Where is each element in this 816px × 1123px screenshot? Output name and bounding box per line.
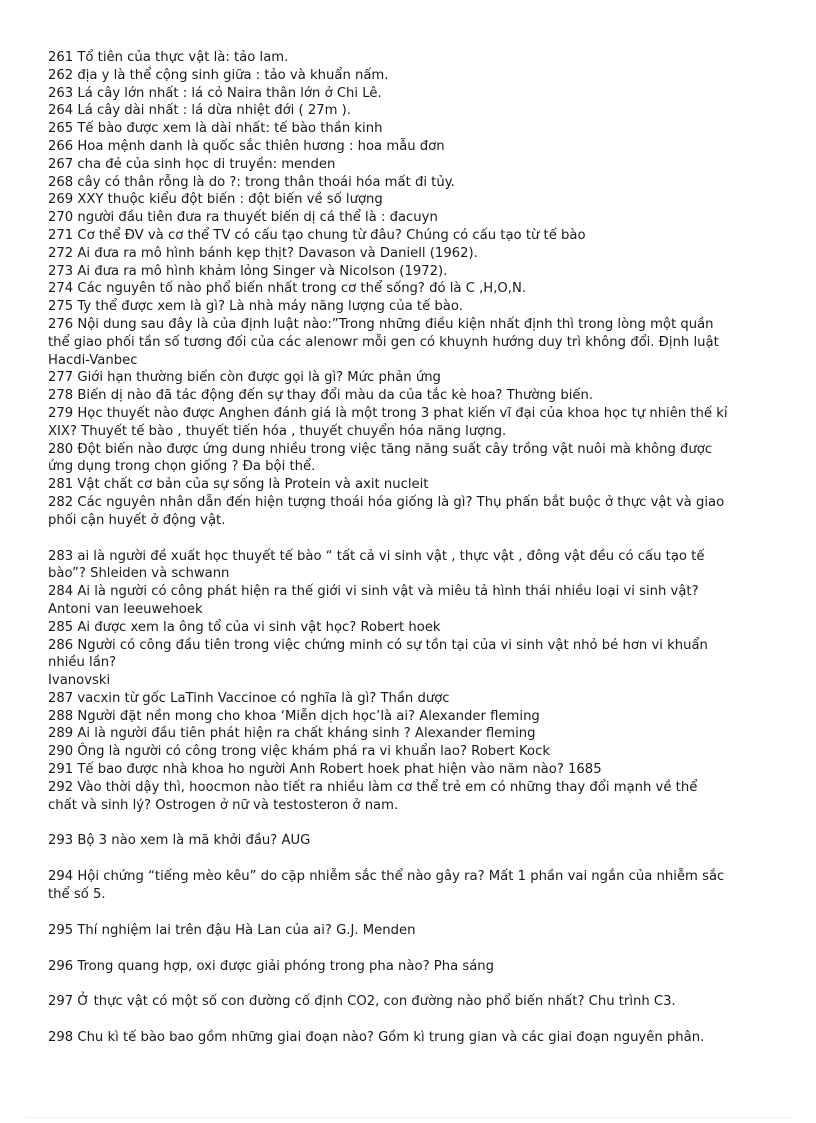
question-line: 271 Cơ thể ĐV và cơ thể TV có cấu tạo chung từ đâu? Chúng có cấu tạo từ tế bào <box>48 227 586 243</box>
question-263 <box>48 85 778 103</box>
question-line: 283 ai là người đề xuất học thuyết tế bào “ tất cả vi sinh vật , thực vật , đông vật đều có cấu tạo tế <box>48 548 705 564</box>
question-line: 295 Thí nghiệm lai trên đậu Hà Lan của ai? G.J. Menden <box>48 922 416 938</box>
question-line: 270 người đầu tiên đưa ra thuyết biến dị cá thể là : đacuyn <box>48 210 438 226</box>
question-line: 276 Nội dung sau đây là của định luật nào:”Trong những điều kiện nhất định thì trong lòng một quần <box>48 316 714 332</box>
question-line: 291 Tế bao được nhà khoa ho người Anh Robert hoek phat hiện vào năm nào? 1685 <box>48 762 602 778</box>
question-line: 289 Ai là người đầu tiên phát hiện ra chất kháng sinh ? Alexander fleming <box>48 726 536 742</box>
question-line: Ivanovski <box>48 673 111 689</box>
document-body <box>48 49 778 1047</box>
question-line: 285 Ai được xem la ông tổ của vi sinh vật học? Robert hoek <box>48 619 441 635</box>
question-line: 279 Học thuyết nào được Anghen đánh giá là một trong 3 phat kiến vĩ đại của khoa học tự nhiên thế kỉ <box>48 405 728 421</box>
question-288 <box>48 708 778 726</box>
question-268 <box>48 174 778 192</box>
question-line: Hacdi-Vanbec <box>48 352 138 368</box>
question-line: 297 Ở thực vật có một số con đường cố định CO2, con đường nào phổ biến nhất? Chu trình C3. <box>48 994 676 1010</box>
question-line: 269 XXY thuộc kiểu đột biến : đột biến về số lượng <box>48 192 383 208</box>
question-line: thể giao phối tần số tương đối của các alenowr mỗi gen có khuynh hướng duy trì không đổi. Định luật <box>48 334 719 350</box>
question-284 <box>48 583 778 619</box>
question-line: 287 vacxin từ gốc LaTinh Vaccinoe có nghĩa là gì? Thần dược <box>48 690 450 706</box>
question-276 <box>48 316 778 369</box>
question-line: 278 Biến dị nào đã tác động đến sự thay đổi màu da của tắc kè hoa? Thường biến. <box>48 388 594 404</box>
question-286 <box>48 637 778 690</box>
question-267 <box>48 156 778 174</box>
question-272 <box>48 245 778 263</box>
question-280 <box>48 441 778 477</box>
question-line: 277 Giới hạn thường biến còn được gọi là gì? Mức phản ứng <box>48 370 441 386</box>
question-line: 266 Hoa mệnh danh là quốc sắc thiên hương : hoa mẫu đơn <box>48 138 445 154</box>
question-line: 290 Ông là người có công trong việc khám phá ra vi khuẩn lao? Robert Kock <box>48 744 550 760</box>
question-line: 267 cha đẻ của sinh học di truyền: menden <box>48 156 336 172</box>
question-296 <box>48 958 778 976</box>
question-line: 293 Bộ 3 nào xem là mã khởi đầu? AUG <box>48 833 311 849</box>
question-277 <box>48 369 778 387</box>
question-line: 272 Ai đưa ra mô hình bánh kẹp thịt? Davason và Daniell (1962). <box>48 245 478 261</box>
question-283 <box>48 548 778 584</box>
page-bottom-divider <box>24 1117 792 1118</box>
question-285 <box>48 619 778 637</box>
question-line: 296 Trong quang hợp, oxi được giải phóng trong pha nào? Pha sáng <box>48 958 495 974</box>
question-266 <box>48 138 778 156</box>
question-279 <box>48 405 778 441</box>
question-264 <box>48 102 778 120</box>
question-line: 262 địa y là thể cộng sinh giữa : tảo và khuẩn nấm. <box>48 67 389 83</box>
question-295 <box>48 922 778 940</box>
question-line: 275 Ty thể được xem là gì? Là nhà máy năng lượng của tế bào. <box>48 299 463 315</box>
question-271 <box>48 227 778 245</box>
question-line: chất và sinh lý? Ostrogen ở nữ và testosteron ở nam. <box>48 797 399 813</box>
question-line: ứng dụng trong chọn giống ? Đa bội thể. <box>48 459 316 475</box>
question-line: bào”? Shleiden và schwann <box>48 566 230 582</box>
question-269 <box>48 191 778 209</box>
question-261 <box>48 49 778 67</box>
question-274 <box>48 280 778 298</box>
question-275 <box>48 298 778 316</box>
question-line: 261 Tổ tiên của thực vật là: tảo lam. <box>48 50 289 65</box>
question-291 <box>48 761 778 779</box>
question-line: 268 cây có thân rỗng là do ?: trong thân thoái hóa mất đi tủy. <box>48 174 455 190</box>
question-line: 281 Vật chất cơ bản của sự sống là Protein và axit nucleit <box>48 477 429 493</box>
question-294 <box>48 868 778 904</box>
question-line: phối cận huyết ở động vật. <box>48 512 226 528</box>
question-278 <box>48 387 778 405</box>
question-line: 294 Hội chứng “tiếng mèo kêu” do cặp nhiễm sắc thể nào gây ra? Mất 1 phần vai ngắn của nhiễm sắc <box>48 869 725 885</box>
question-line: 264 Lá cây dài nhất : lá dừa nhiệt đới ( 27m ). <box>48 103 351 119</box>
question-line: XIX? Thuyết tế bào , thuyết tiến hóa , thuyết chuyển hóa năng lượng. <box>48 423 507 439</box>
question-293 <box>48 832 778 850</box>
question-282 <box>48 494 778 530</box>
question-line: 286 Người có công đầu tiên trong việc chứng minh có sự tồn tại của vi sinh vật nhỏ bé hơn vi khuẩn <box>48 637 708 653</box>
question-289 <box>48 725 778 743</box>
question-297 <box>48 993 778 1011</box>
question-line: 273 Ai đưa ra mô hình khảm lỏng Singer và Nicolson (1972). <box>48 263 448 279</box>
question-273 <box>48 263 778 281</box>
question-line: nhiều lần? <box>48 655 117 671</box>
question-line: 274 Các nguyên tố nào phổ biến nhất trong cơ thể sống? đó là C ,H,O,N. <box>48 281 527 297</box>
question-290 <box>48 743 778 761</box>
question-270 <box>48 209 778 227</box>
question-line: 284 Ai là người có công phát hiện ra thế giới vi sinh vật và miêu tả hình thái nhiều loại vi sinh vật? <box>48 584 699 600</box>
question-line: 292 Vào thời dậy thì, hoocmon nào tiết ra nhiều làm cơ thể trẻ em có những thay đổi mạnh về thể <box>48 779 698 795</box>
question-line: thể số 5. <box>48 887 106 903</box>
question-line: 280 Đột biến nào được ứng dung nhiều trong việc tăng năng suất cây trồng vật nuôi mà không được <box>48 441 713 457</box>
question-line: 263 Lá cây lớn nhất : lá cỏ Naira thân lớn ở Chi Lê. <box>48 85 382 101</box>
question-line: 298 Chu kì tế bào bao gồm những giai đoạn nào? Gồm kì trung gian và các giai đoạn nguyên phân. <box>48 1030 705 1046</box>
question-281 <box>48 476 778 494</box>
question-287 <box>48 690 778 708</box>
question-line: Antoni van leeuwehoek <box>48 601 203 617</box>
question-292 <box>48 779 778 815</box>
question-262 <box>48 67 778 85</box>
question-line: 265 Tế bào được xem là dài nhất: tế bào thần kinh <box>48 121 383 137</box>
question-line: 288 Người đặt nền mong cho khoa ‘Miễn dịch học’là ai? Alexander fleming <box>48 708 540 724</box>
question-line: 282 Các nguyên nhân dẫn đến hiện tượng thoái hóa giống là gì? Thụ phấn bắt buộc ở thực vật và giao <box>48 494 725 510</box>
question-298 <box>48 1029 778 1047</box>
question-265 <box>48 120 778 138</box>
